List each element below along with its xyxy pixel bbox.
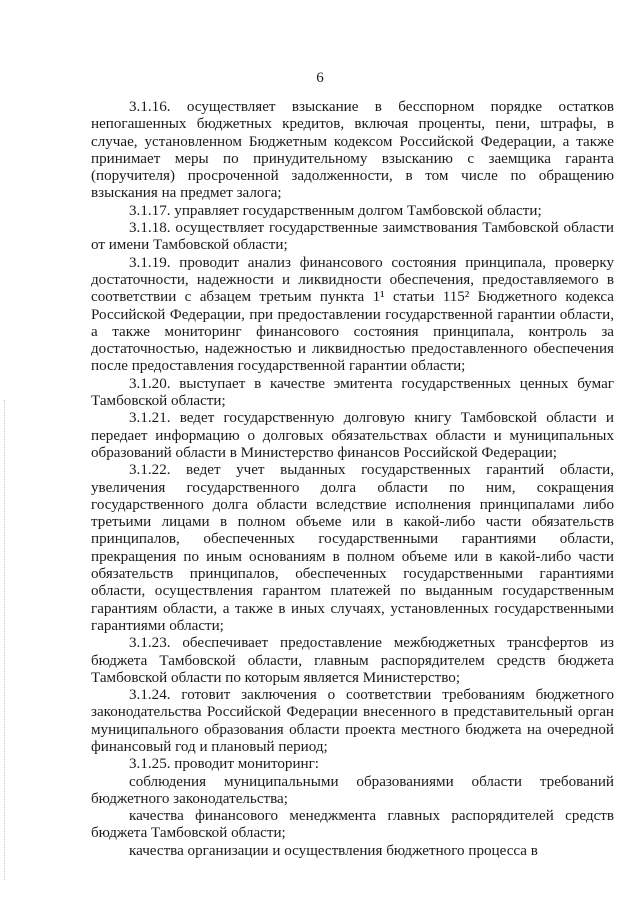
paragraph-3-1-25: 3.1.25. проводит мониторинг: [129,756,319,773]
paragraph-3-1-16: 3.1.16. осуществляет взыскание в бесспорном порядке остатков непогашенных бюджетных кредитов, включая проценты, пени, штрафы, в случае, установленном Бюджетным кодексом Российской Федерации, а также принимает меры по принудительному взысканию с заемщика гаранта (поручителя) просроченной задолженности, в том числе по обращению взыскания на предмет залога; [91,99,614,202]
paragraph-3-1-24: 3.1.24. готовит заключения о соответствии требованиям бюджетного законодательства Российской Федерации внесенного в представительный орган муниципального образования области проекта местного бюджета на очередной финансовый год и плановый период; [91,687,614,755]
paragraph-monitoring-financial-management: качества финансового менеджмента главных распорядителей средств бюджета Тамбовской области; [91,808,614,842]
paragraph-3-1-19: 3.1.19. проводит анализ финансового состояния принципала, проверку достаточности, надежности и ликвидности обеспечения, предоставляемого в соответствии с абзацем третьим пункта 1¹ статьи 115² Бюджетного кодекса Российской Федерации, при предоставлении государственной гарантии области, а также мониторинг финансового состояния принципала, контроль за достаточностью, надежностью и ликвидностью предоставленного обеспечения после предоставления государственной гарантии области; [91,254,614,375]
scan-margin-marks [4,400,8,880]
paragraph-3-1-18: 3.1.18. осуществляет государственные заимствования Тамбовской области от имени Тамбовской области; [91,220,614,254]
document-body [91,99,614,860]
paragraph-monitoring-budget-law: соблюдения муниципальными образованиями области требований бюджетного законодательства; [91,773,614,807]
paragraph-3-1-21: 3.1.21. ведет государственную долговую книгу Тамбовской области и передает информацию о долговых обязательствах области и муниципальных образований области в Министерство финансов Российской Федерации; [91,410,614,461]
paragraph-monitoring-budget-process: качества организации и осуществления бюджетного процесса в [129,842,538,859]
paragraph-3-1-23: 3.1.23. обеспечивает предоставление межбюджетных трансфертов из бюджета Тамбовской области, главным распорядителем средств бюджета Тамбовской области по которым является Министерство; [91,635,614,686]
paragraph-3-1-22: 3.1.22. ведет учет выданных государственных гарантий области, увеличения государственного долга области по ним, сокращения государственного долга области вследствие исполнения принципалами либо третьими лицами в полном объеме или в какой-либо части обязательств принципалов, обеспеченных государственными гарантиями области, прекращения по иным основаниям в полном объеме или в какой-либо части обязательств принципалов, обеспеченных государственными гарантиями области, осуществления гарантом платежей по выданным государственным гарантиям области, а также в иных случаях, установленных государственными гарантиями области; [91,462,614,634]
paragraph-3-1-20: 3.1.20. выступает в качестве эмитента государственных ценных бумаг Тамбовской области; [91,375,614,410]
paragraph-3-1-17: 3.1.17. управляет государственным долгом Тамбовской области; [129,202,542,219]
page-number: 6 [316,70,324,86]
